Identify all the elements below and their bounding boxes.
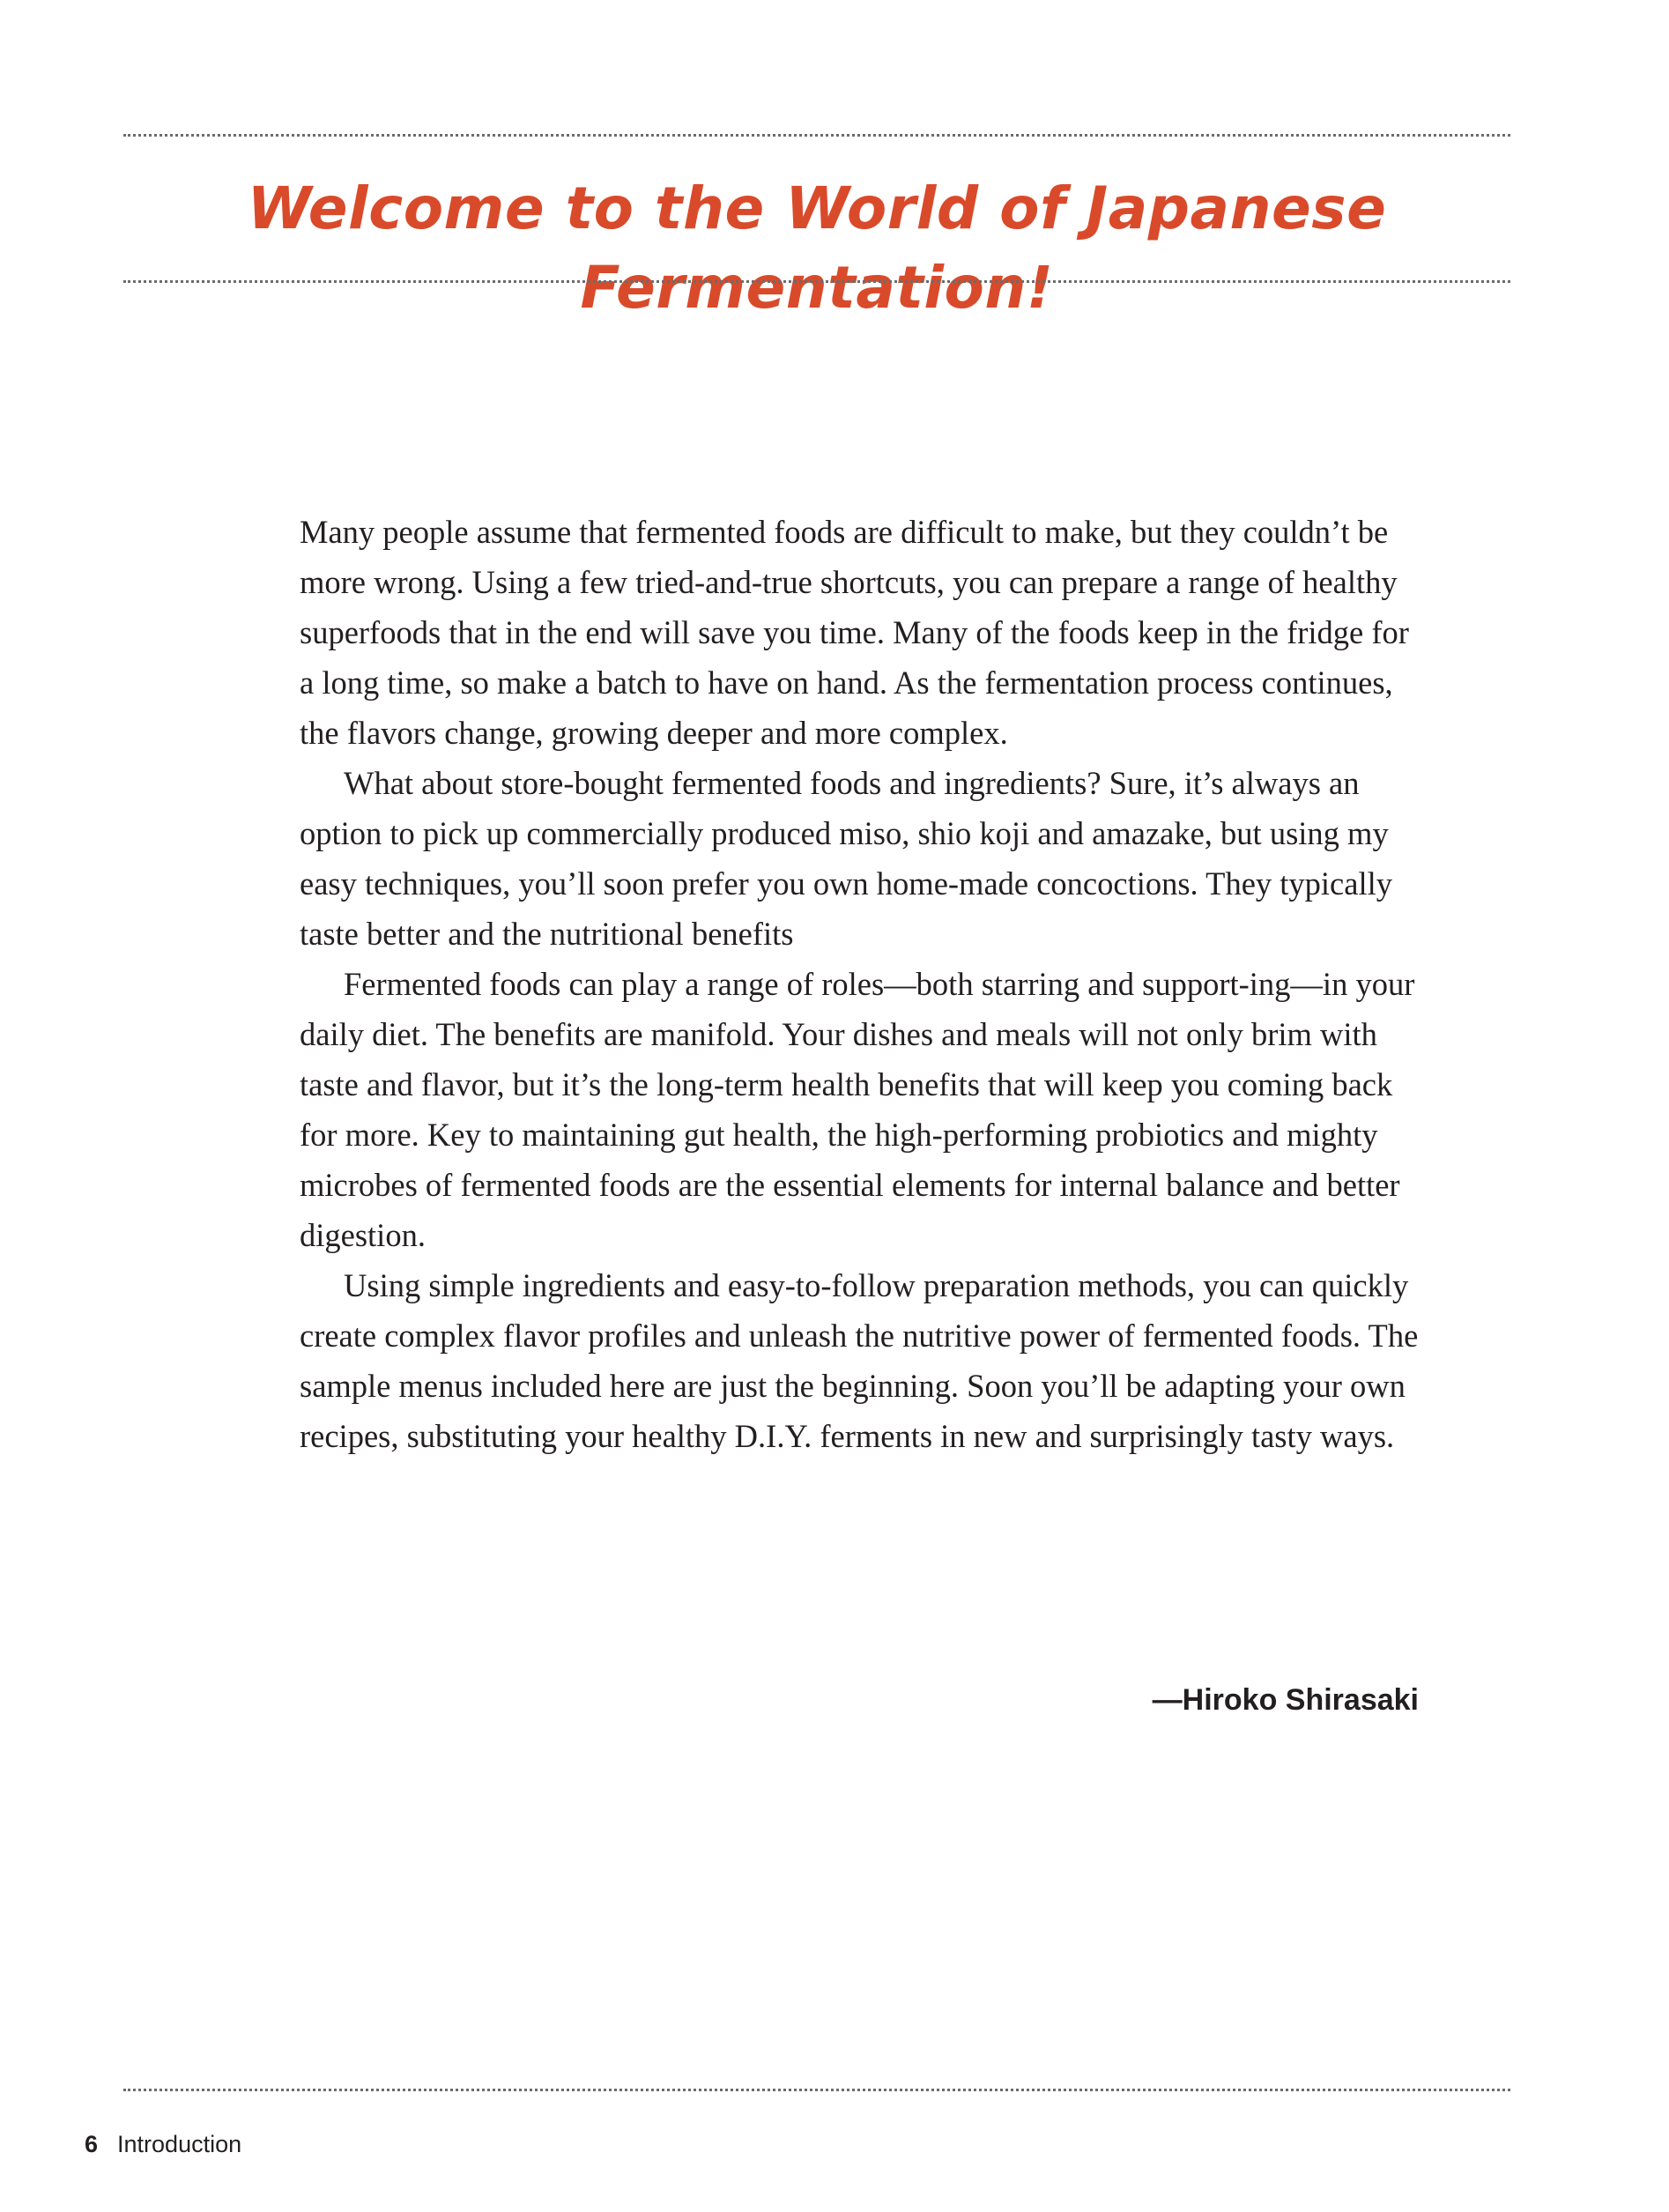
paragraph: What about store-bought fermented foods and ingredients? Sure, it’s always an option to pick up commercially produced miso, shio koji and amazake, but using my easy techniques, you’ll soon prefer you own home-made concoctions. They typically taste better and the nutritional benefits (300, 765, 1392, 952)
section-name: Introduction (117, 2131, 242, 2157)
footer-dotted-rule (123, 2089, 1510, 2091)
page-title: Welcome to the World of Japanese Fermentation! (247, 174, 1387, 322)
page-footer (85, 2131, 241, 2158)
title-dotted-rule (123, 280, 1510, 283)
author-signature: —Hiroko Shirasaki (1152, 1683, 1419, 1717)
paragraph: Many people assume that fermented foods are difficult to make, but they couldn’t be more wrong. Using a few tried-and-true shortcuts, you can prepare a range of healthy superfoods that in the end will save you time. Many of the foods keep in the fridge for a long time, so make a batch to have on hand. As the fermentation process continues, the flavors change, growing deeper and more complex. (300, 514, 1409, 751)
page-number: 6 (85, 2131, 99, 2157)
top-dotted-rule (123, 134, 1510, 137)
paragraph: Fermented foods can play a range of roles—both starring and support-ing—in your daily diet. The benefits are manifold. Your dishes and meals will not only brim with taste and flavor, but it’s the long-term health benefits that will keep you coming back for more. Key to maintaining gut health, the high-performing probiotics and mighty microbes of fermented foods are the essential elements for internal balance and better digestion. (300, 966, 1415, 1253)
paragraph: Using simple ingredients and easy-to-follow preparation methods, you can quickly create complex flavor profiles and unleash the nutritive power of fermented foods. The sample menus included here are just the beginning. Soon you’ll be adapting your own recipes, substituting your healthy D.I.Y. ferments in new and surprisingly tasty ways. (300, 1267, 1419, 1454)
body-text (300, 507, 1421, 1461)
